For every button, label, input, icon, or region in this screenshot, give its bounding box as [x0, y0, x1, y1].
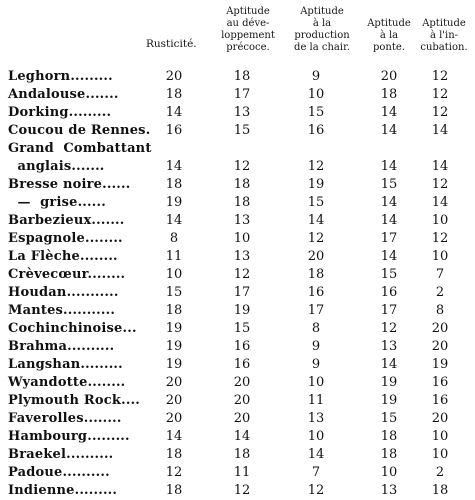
score-cell: 16 [233, 357, 251, 372]
breed-name: Grand Combattant [8, 141, 152, 156]
table-row [0, 86, 475, 104]
score-cell: 18 [165, 303, 183, 318]
score-cell: 8 [311, 321, 321, 336]
score-cell: 16 [233, 339, 251, 354]
score-cell: 14 [307, 447, 325, 462]
table-row [0, 482, 475, 500]
score-cell: 14 [431, 159, 449, 174]
score-cell: 15 [165, 285, 183, 300]
score-cell: 18 [165, 483, 183, 498]
score-cell: 20 [307, 249, 325, 264]
score-cell: 19 [380, 375, 398, 390]
score-cell: 13 [380, 339, 398, 354]
score-cell: 10 [307, 375, 325, 390]
table-row [0, 410, 475, 428]
table-row [0, 176, 475, 194]
score-cell: 14 [380, 159, 398, 174]
score-cell: 14 [307, 213, 325, 228]
breed-name: Andalouse....... [8, 87, 119, 102]
breed-name: anglais....... [8, 159, 105, 174]
score-cell: 9 [311, 69, 321, 84]
score-cell: 13 [233, 249, 251, 264]
breed-name: Brahma.......... [8, 339, 115, 354]
table-row [0, 338, 475, 356]
breed-name: Langshan......... [8, 357, 123, 372]
score-cell: 15 [233, 123, 251, 138]
score-cell: 10 [165, 267, 183, 282]
score-cell: 18 [233, 195, 251, 210]
score-cell: 15 [380, 177, 398, 192]
score-cell: 13 [307, 411, 325, 426]
score-cell: 8 [169, 231, 179, 246]
score-cell: 16 [380, 285, 398, 300]
score-cell: 10 [380, 465, 398, 480]
score-cell: 16 [165, 123, 183, 138]
breed-name: Hambourg......... [8, 429, 130, 444]
score-cell: 12 [233, 267, 251, 282]
table-row [0, 320, 475, 338]
score-cell: 20 [431, 321, 449, 336]
breed-name: Padoue.......... [8, 465, 110, 480]
score-cell: 14 [431, 123, 449, 138]
score-cell: 10 [431, 429, 449, 444]
score-cell: 14 [165, 429, 183, 444]
score-cell: 19 [165, 357, 183, 372]
score-cell: 10 [307, 87, 325, 102]
table-row [0, 302, 475, 320]
score-cell: 20 [431, 339, 449, 354]
score-cell: 20 [431, 411, 449, 426]
score-cell: 15 [307, 195, 325, 210]
score-cell: 12 [431, 177, 449, 192]
breed-name: Faverolles........ [8, 411, 122, 426]
score-cell: 19 [165, 321, 183, 336]
breed-name: — grise...... [8, 195, 106, 210]
score-cell: 17 [380, 303, 398, 318]
score-cell: 14 [380, 249, 398, 264]
score-cell: 18 [380, 447, 398, 462]
score-cell: 18 [165, 177, 183, 192]
score-cell: 17 [233, 87, 251, 102]
score-cell: 14 [165, 105, 183, 120]
score-cell: 13 [380, 483, 398, 498]
score-cell: 10 [431, 447, 449, 462]
table-row [0, 446, 475, 464]
score-cell: 17 [380, 231, 398, 246]
score-cell: 19 [165, 195, 183, 210]
score-cell: 12 [307, 483, 325, 498]
score-cell: 14 [380, 213, 398, 228]
score-cell: 19 [307, 177, 325, 192]
table-row [0, 248, 475, 266]
score-cell: 18 [307, 267, 325, 282]
breed-name: Espagnole........ [8, 231, 123, 246]
score-cell: 19 [380, 393, 398, 408]
score-cell: 20 [165, 393, 183, 408]
table-row [0, 230, 475, 248]
header-incubation: Aptitude à l'in- cubation. [420, 18, 468, 53]
score-cell: 18 [233, 177, 251, 192]
score-cell: 18 [233, 69, 251, 84]
score-cell: 20 [165, 69, 183, 84]
score-cell: 14 [380, 357, 398, 372]
table-row [0, 428, 475, 446]
breed-name: Coucou de Rennes. [8, 123, 151, 138]
score-cell: 19 [165, 339, 183, 354]
score-cell: 12 [431, 87, 449, 102]
score-cell: 15 [380, 267, 398, 282]
score-cell: 11 [165, 249, 183, 264]
table-row [0, 194, 475, 212]
score-cell: 17 [307, 303, 325, 318]
score-cell: 12 [431, 231, 449, 246]
table-row [0, 104, 475, 122]
breed-name: Dorking......... [8, 105, 112, 120]
header-precocite: Aptitude au déve- loppement précoce. [221, 6, 275, 53]
score-cell: 7 [311, 465, 321, 480]
score-cell: 20 [380, 69, 398, 84]
score-cell: 2 [435, 285, 445, 300]
breed-name: Leghorn......... [8, 69, 113, 84]
breed-name: La Flèche........ [8, 249, 118, 264]
score-cell: 11 [307, 393, 325, 408]
table-row [0, 68, 475, 86]
score-cell: 20 [165, 411, 183, 426]
table-row [0, 158, 475, 176]
score-cell: 9 [311, 357, 321, 372]
score-cell: 18 [380, 87, 398, 102]
score-cell: 16 [431, 375, 449, 390]
score-cell: 10 [431, 213, 449, 228]
score-cell: 20 [233, 393, 251, 408]
score-cell: 12 [307, 231, 325, 246]
score-cell: 18 [165, 87, 183, 102]
breed-name: Crèvecœur........ [8, 267, 126, 282]
score-cell: 10 [307, 429, 325, 444]
score-cell: 17 [233, 285, 251, 300]
score-cell: 18 [233, 447, 251, 462]
score-cell: 18 [380, 429, 398, 444]
score-cell: 14 [165, 213, 183, 228]
breed-name: Cochinchinoise... [8, 321, 137, 336]
breed-name: Mantes........... [8, 303, 116, 318]
score-cell: 10 [233, 231, 251, 246]
breed-name: Houdan........... [8, 285, 119, 300]
score-cell: 14 [380, 195, 398, 210]
header-ponte: Aptitude à la ponte. [367, 18, 411, 53]
table-row [0, 374, 475, 392]
breed-name: Indienne......... [8, 483, 118, 498]
score-cell: 11 [233, 465, 251, 480]
table-row [0, 212, 475, 230]
score-cell: 20 [233, 375, 251, 390]
score-cell: 12 [307, 159, 325, 174]
score-cell: 16 [307, 123, 325, 138]
score-cell: 15 [380, 411, 398, 426]
score-cell: 8 [435, 303, 445, 318]
score-cell: 12 [165, 465, 183, 480]
score-cell: 14 [165, 159, 183, 174]
score-cell: 10 [431, 249, 449, 264]
score-cell: 2 [435, 465, 445, 480]
score-cell: 14 [380, 123, 398, 138]
score-cell: 19 [233, 303, 251, 318]
score-cell: 15 [233, 321, 251, 336]
score-cell: 15 [307, 105, 325, 120]
score-cell: 7 [435, 267, 445, 282]
score-cell: 19 [431, 357, 449, 372]
table-row [0, 392, 475, 410]
score-cell: 20 [233, 411, 251, 426]
breed-name: Bresse noire...... [8, 177, 131, 192]
score-cell: 14 [431, 195, 449, 210]
table-row [0, 266, 475, 284]
breed-name: Braekel.......... [8, 447, 114, 462]
score-cell: 18 [431, 483, 449, 498]
score-cell: 14 [380, 105, 398, 120]
table-row [0, 284, 475, 302]
header-chair: Aptitude à la production de la chair. [294, 6, 350, 53]
score-cell: 12 [431, 105, 449, 120]
score-cell: 16 [431, 393, 449, 408]
breed-name: Plymouth Rock.... [8, 393, 141, 408]
breed-name: Wyandotte........ [8, 375, 126, 390]
score-cell: 18 [165, 447, 183, 462]
table-row [0, 122, 475, 140]
score-cell: 20 [165, 375, 183, 390]
table-row [0, 464, 475, 482]
score-cell: 14 [233, 429, 251, 444]
score-cell: 9 [311, 339, 321, 354]
table-row [0, 140, 475, 158]
score-cell: 12 [380, 321, 398, 336]
score-cell: 12 [233, 483, 251, 498]
table-row [0, 356, 475, 374]
score-cell: 12 [431, 69, 449, 84]
breed-name: Barbezieux....... [8, 213, 125, 228]
score-cell: 13 [233, 213, 251, 228]
header-rusticite: Rusticité. [146, 38, 197, 50]
score-cell: 12 [233, 159, 251, 174]
score-cell: 13 [233, 105, 251, 120]
score-cell: 16 [307, 285, 325, 300]
